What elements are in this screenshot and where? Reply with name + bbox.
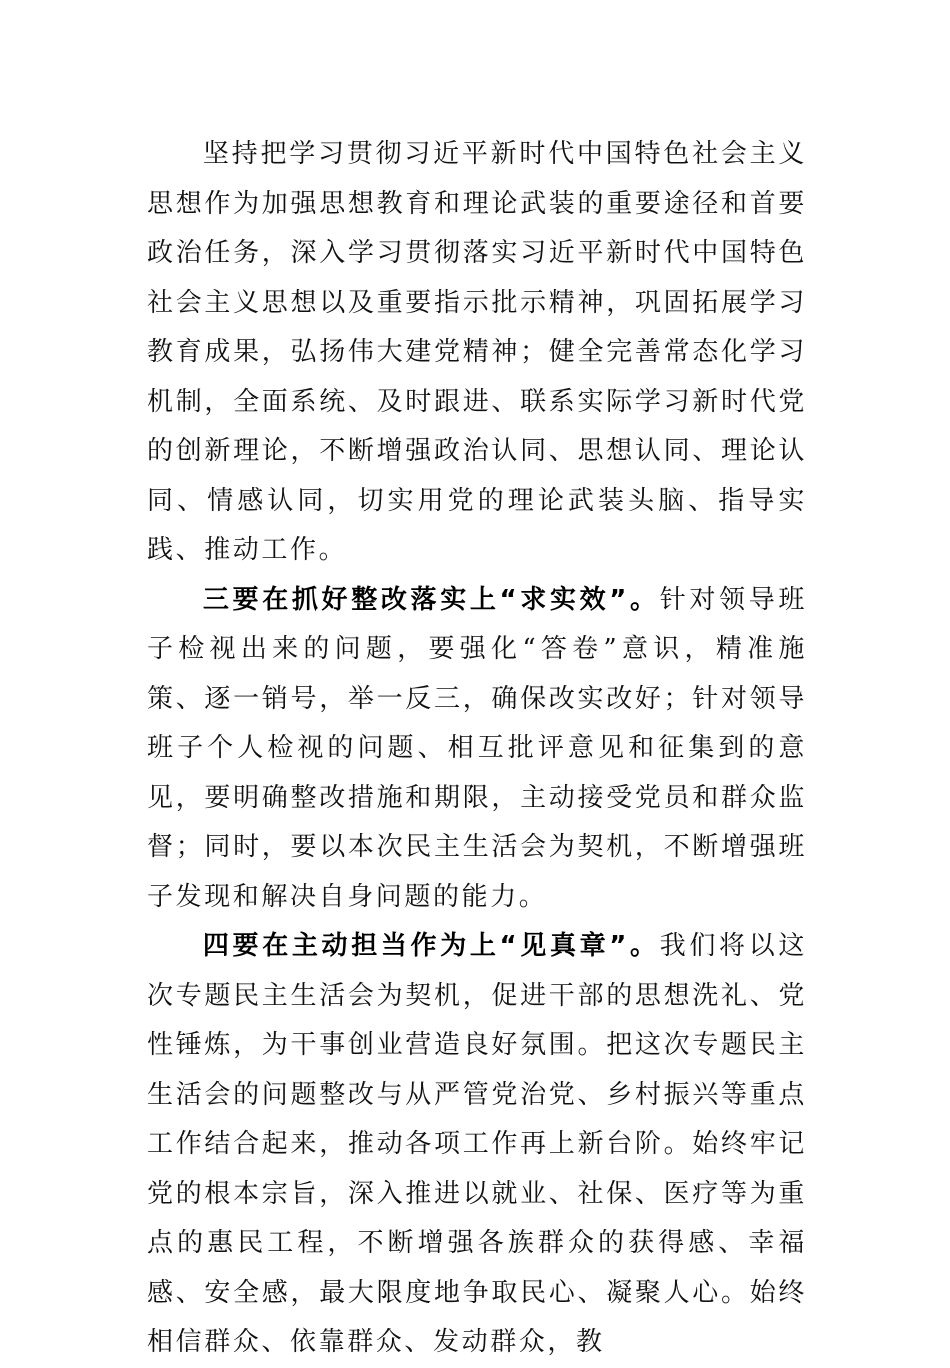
paragraph-responsibility [147, 922, 807, 1368]
paragraph-text: 坚持把学习贯彻习近平新时代中国特色社会主义思想作为加强思想教育和理论武装的重要途径和首要政治任务，深入学习贯彻落实习近平新时代中国特色社会主义思想以及重要指示批示精神，巩固拓展学习教育成果，弘扬伟大建党精神；健全完善常态化学习机制，全面系统、及时跟进、联系实际学习新时代党的创新理论，不断增强政治认同、思想认同、理论认同、情感认同，切实用党的理论武装头脑、指导实践、推动工作。 [147, 139, 807, 565]
paragraph-lead: 三要在抓好整改落实上“求实效”。 [202, 584, 660, 615]
paragraph-lead: 四要在主动担当作为上“见真章”。 [202, 931, 660, 961]
paragraph-study-thought [147, 130, 807, 576]
paragraph-text: 针对领导班子检视出来的问题，要强化“答卷”意识，精准施策、逐一销号，举一反三，确保改实改好；针对领导班子个人检视的问题、相互批评意见和征集到的意见，要明确整改措施和期限，主动接受党员和群众监督；同时，要以本次民主生活会为契机，不断增强班子发现和解决自身问题的能力。 [147, 584, 807, 912]
paragraph-text: 我们将以这次专题民主生活会为契机，促进干部的思想洗礼、党性锤炼，为干事创业营造良好氛围。把这次专题民主生活会的问题整改与从严管党治党、乡村振兴等重点工作结合起来，推动各项工作再上新台阶。始终牢记党的根本宗旨，深入推进以就业、社保、医疗等为重点的惠民工程，不断增强各族群众的获得感、幸福感、安全感，最大限度地争取民心、凝聚人心。始终相信群众、依靠群众、发动群众，教 [147, 931, 807, 1357]
paragraph-rectification [147, 576, 807, 923]
document-body [147, 130, 807, 1368]
